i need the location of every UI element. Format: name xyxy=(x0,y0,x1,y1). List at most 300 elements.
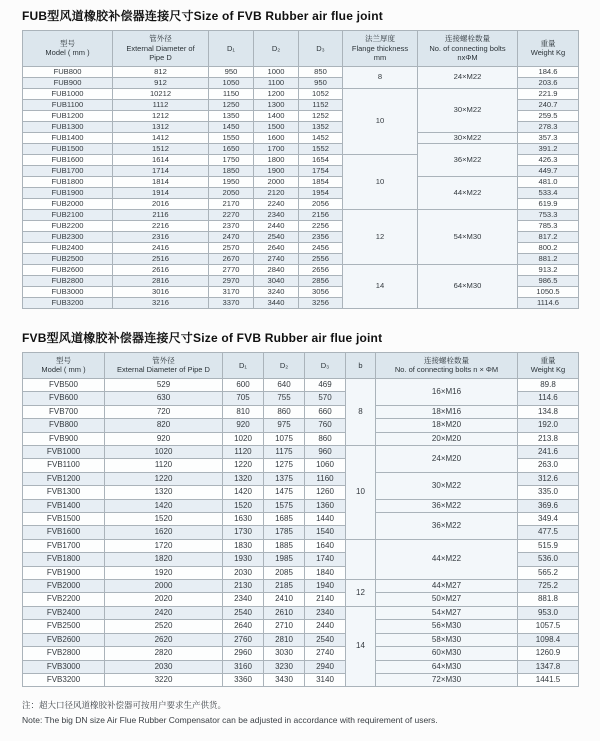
table-row xyxy=(23,176,579,187)
cell-d3: 1352 xyxy=(299,121,343,132)
cell-ext-diameter: 2616 xyxy=(113,264,209,275)
cell-ext-diameter: 1714 xyxy=(113,165,209,176)
cell-d1: 1020 xyxy=(223,432,264,445)
fub-table-title: FUB型风道橡胶补偿器连接尺寸Size of FVB Rubber air flue joint xyxy=(22,9,383,23)
column-header-b: b xyxy=(346,352,376,378)
cell-bolts: 44×M22 xyxy=(418,176,518,209)
cell-d1: 2640 xyxy=(223,620,264,633)
cell-model: FUB900 xyxy=(23,77,113,88)
cell-d3: 2856 xyxy=(299,275,343,286)
cell-weight: 881.8 xyxy=(518,593,579,606)
cell-d1: 1950 xyxy=(209,176,254,187)
cell-model: FUB2600 xyxy=(23,264,113,275)
column-header-ext: 管外径 External Diameter of Pipe D xyxy=(105,352,223,378)
cell-ext-diameter: 2316 xyxy=(113,231,209,242)
cell-d1: 2570 xyxy=(209,242,254,253)
cell-d2: 2410 xyxy=(264,593,305,606)
cell-d1: 1120 xyxy=(223,446,264,459)
cell-model: FUB1000 xyxy=(23,88,113,99)
cell-ext-diameter: 1620 xyxy=(105,526,223,539)
cell-d3: 1540 xyxy=(305,526,346,539)
table-row xyxy=(23,606,579,619)
cell-d2: 2810 xyxy=(264,633,305,646)
table-row xyxy=(23,593,579,606)
cell-bolts: 50×M27 xyxy=(376,593,518,606)
cell-b-thickness: 12 xyxy=(346,580,376,607)
cell-bolts: 64×M30 xyxy=(418,264,518,308)
cell-d3: 960 xyxy=(305,446,346,459)
cell-d2: 1000 xyxy=(254,66,299,77)
cell-d1: 2760 xyxy=(223,633,264,646)
cell-d3: 1360 xyxy=(305,499,346,512)
cell-d2: 640 xyxy=(264,378,305,391)
cell-bolts: 18×M20 xyxy=(376,419,518,432)
cell-weight: 753.3 xyxy=(518,209,579,220)
cell-d2: 2000 xyxy=(254,176,299,187)
cell-ext-diameter: 2420 xyxy=(105,606,223,619)
cell-ext-diameter: 3216 xyxy=(113,297,209,308)
cell-weight: 391.2 xyxy=(518,143,579,154)
cell-weight: 1050.5 xyxy=(518,286,579,297)
cell-ext-diameter: 2816 xyxy=(113,275,209,286)
cell-ext-diameter: 1112 xyxy=(113,99,209,110)
cell-d2: 1700 xyxy=(254,143,299,154)
table-row xyxy=(23,378,579,391)
cell-weight: 785.3 xyxy=(518,220,579,231)
cell-d3: 860 xyxy=(305,432,346,445)
note-chinese: 注：超大口径风道橡胶补偿器可按用户要求生产供货。 xyxy=(22,700,227,711)
cell-model: FVB2500 xyxy=(23,620,105,633)
cell-ext-diameter: 912 xyxy=(113,77,209,88)
cell-d1: 2960 xyxy=(223,647,264,660)
cell-ext-diameter: 1220 xyxy=(105,472,223,485)
cell-model: FVB1800 xyxy=(23,553,105,566)
table-row xyxy=(23,580,579,593)
cell-d1: 2970 xyxy=(209,275,254,286)
cell-weight: 817.2 xyxy=(518,231,579,242)
column-header-d2: D₂ xyxy=(264,352,305,378)
cell-model: FVB3000 xyxy=(23,660,105,673)
cell-d3: 1152 xyxy=(299,99,343,110)
cell-d2: 3430 xyxy=(264,673,305,686)
cell-d3: 1654 xyxy=(299,154,343,165)
cell-model: FUB1700 xyxy=(23,165,113,176)
cell-ext-diameter: 2216 xyxy=(113,220,209,231)
cell-model: FUB3000 xyxy=(23,286,113,297)
cell-bolts: 36×M22 xyxy=(418,143,518,176)
cell-bolts: 60×M30 xyxy=(376,647,518,660)
cell-model: FVB2800 xyxy=(23,647,105,660)
cell-d2: 2340 xyxy=(254,209,299,220)
cell-d1: 1450 xyxy=(209,121,254,132)
cell-weight: 1057.5 xyxy=(518,620,579,633)
cell-bolts: 30×M22 xyxy=(376,472,518,499)
cell-d2: 3030 xyxy=(264,647,305,660)
cell-d3: 2740 xyxy=(305,647,346,660)
cell-ext-diameter: 2030 xyxy=(105,660,223,673)
cell-d1: 2540 xyxy=(223,606,264,619)
cell-d1: 2370 xyxy=(209,220,254,231)
cell-d2: 3440 xyxy=(254,297,299,308)
cell-weight: 800.2 xyxy=(518,242,579,253)
cell-weight: 477.5 xyxy=(518,526,579,539)
footer-notes xyxy=(22,699,578,725)
cell-model: FVB1500 xyxy=(23,513,105,526)
header-row xyxy=(23,352,579,378)
cell-weight: 349.4 xyxy=(518,513,579,526)
cell-ext-diameter: 10212 xyxy=(113,88,209,99)
cell-weight: 881.2 xyxy=(518,253,579,264)
cell-d3: 1440 xyxy=(305,513,346,526)
cell-bolts: 58×M30 xyxy=(376,633,518,646)
cell-b-thickness xyxy=(346,539,376,579)
cell-d3: 2256 xyxy=(299,220,343,231)
cell-d2: 3040 xyxy=(254,275,299,286)
cell-model: FUB2300 xyxy=(23,231,113,242)
cell-weight: 263.0 xyxy=(518,459,579,472)
table-row xyxy=(23,633,579,646)
table-row xyxy=(23,132,579,143)
cell-model: FUB1800 xyxy=(23,176,113,187)
cell-weight: 184.6 xyxy=(518,66,579,77)
cell-d3: 2056 xyxy=(299,198,343,209)
cell-model: FVB1100 xyxy=(23,459,105,472)
cell-b-thickness: 10 xyxy=(346,446,376,540)
column-header-d3: D₃ xyxy=(305,352,346,378)
cell-d2: 3230 xyxy=(264,660,305,673)
cell-d3: 2140 xyxy=(305,593,346,606)
column-header-bolts: 连接螺栓数量 No. of connecting bolts nxΦM xyxy=(418,31,518,67)
cell-d3: 850 xyxy=(299,66,343,77)
cell-d3: 3140 xyxy=(305,673,346,686)
cell-weight: 565.2 xyxy=(518,566,579,579)
cell-d1: 1750 xyxy=(209,154,254,165)
cell-weight: 369.6 xyxy=(518,499,579,512)
cell-weight: 515.9 xyxy=(518,539,579,552)
cell-model: FUB2800 xyxy=(23,275,113,286)
cell-ext-diameter: 3016 xyxy=(113,286,209,297)
cell-weight: 203.6 xyxy=(518,77,579,88)
cell-d2: 1200 xyxy=(254,88,299,99)
cell-ext-diameter: 1412 xyxy=(113,132,209,143)
cell-flange-thickness: 10 xyxy=(343,154,418,209)
column-header-d3: D₃ xyxy=(299,31,343,67)
cell-ext-diameter: 1820 xyxy=(105,553,223,566)
cell-bolts: 16×M16 xyxy=(376,378,518,405)
cell-model: FVB1200 xyxy=(23,472,105,485)
cell-d3: 1854 xyxy=(299,176,343,187)
cell-d1: 2770 xyxy=(209,264,254,275)
table-row xyxy=(23,446,579,459)
cell-d2: 755 xyxy=(264,392,305,405)
table-row xyxy=(23,143,579,154)
cell-weight: 481.0 xyxy=(518,176,579,187)
cell-d2: 1785 xyxy=(264,526,305,539)
fvb-table-title: FVB型风道橡胶补偿器连接尺寸Size of FVB Rubber air flue joint xyxy=(22,330,383,345)
cell-ext-diameter: 2820 xyxy=(105,647,223,660)
cell-d1: 1250 xyxy=(209,99,254,110)
cell-ext-diameter: 2016 xyxy=(113,198,209,209)
cell-model: FUB3200 xyxy=(23,297,113,308)
cell-weight: 1441.5 xyxy=(518,673,579,686)
cell-ext-diameter: 3220 xyxy=(105,673,223,686)
cell-model: FUB800 xyxy=(23,66,113,77)
cell-d2: 1685 xyxy=(264,513,305,526)
cell-weight: 89.8 xyxy=(518,378,579,391)
cell-weight: 619.9 xyxy=(518,198,579,209)
cell-model: FVB1900 xyxy=(23,566,105,579)
cell-model: FVB800 xyxy=(23,419,105,432)
table-row xyxy=(23,264,579,275)
cell-model: FUB1400 xyxy=(23,132,113,143)
cell-d2: 1575 xyxy=(264,499,305,512)
cell-d1: 2030 xyxy=(223,566,264,579)
fvb-table xyxy=(22,352,579,688)
cell-bolts: 30×M22 xyxy=(418,88,518,132)
cell-weight: 1098.4 xyxy=(518,633,579,646)
cell-bolts: 44×M22 xyxy=(376,539,518,579)
cell-model: FUB2400 xyxy=(23,242,113,253)
cell-model: FVB1400 xyxy=(23,499,105,512)
cell-d3: 1954 xyxy=(299,187,343,198)
cell-bolts: 72×M30 xyxy=(376,673,518,686)
cell-d1: 1320 xyxy=(223,472,264,485)
cell-weight: 259.5 xyxy=(518,110,579,121)
cell-flange-thickness: 8 xyxy=(343,66,418,88)
cell-d3: 2656 xyxy=(299,264,343,275)
cell-d3: 1754 xyxy=(299,165,343,176)
cell-ext-diameter: 1312 xyxy=(113,121,209,132)
cell-d2: 2540 xyxy=(254,231,299,242)
cell-d1: 2340 xyxy=(223,593,264,606)
cell-d2: 2085 xyxy=(264,566,305,579)
cell-d1: 2170 xyxy=(209,198,254,209)
cell-weight: 357.3 xyxy=(518,132,579,143)
cell-d1: 705 xyxy=(223,392,264,405)
cell-d1: 1420 xyxy=(223,486,264,499)
cell-d2: 1985 xyxy=(264,553,305,566)
column-header-ext: 管外径 External Diameter of Pipe D xyxy=(113,31,209,67)
cell-d1: 1830 xyxy=(223,539,264,552)
cell-weight: 278.3 xyxy=(518,121,579,132)
cell-model: FUB2200 xyxy=(23,220,113,231)
cell-ext-diameter: 720 xyxy=(105,405,223,418)
cell-d2: 2840 xyxy=(254,264,299,275)
column-header-weight: 重量 Weight Kg xyxy=(518,31,579,67)
cell-b-thickness: 8 xyxy=(346,378,376,445)
cell-model: FUB1300 xyxy=(23,121,113,132)
cell-model: FUB1600 xyxy=(23,154,113,165)
cell-ext-diameter: 1120 xyxy=(105,459,223,472)
cell-weight: 1114.6 xyxy=(518,297,579,308)
cell-d1: 1930 xyxy=(223,553,264,566)
cell-weight: 536.0 xyxy=(518,553,579,566)
cell-d1: 1050 xyxy=(209,77,254,88)
cell-model: FVB1000 xyxy=(23,446,105,459)
cell-d3: 1252 xyxy=(299,110,343,121)
cell-weight: 449.7 xyxy=(518,165,579,176)
cell-d1: 3370 xyxy=(209,297,254,308)
cell-weight: 192.0 xyxy=(518,419,579,432)
cell-weight: 426.3 xyxy=(518,154,579,165)
column-header-bolts: 连接螺栓数量 No. of connecting bolts n × ΦM xyxy=(376,352,518,378)
cell-d2: 1900 xyxy=(254,165,299,176)
cell-model: FVB2000 xyxy=(23,580,105,593)
cell-d2: 1175 xyxy=(264,446,305,459)
cell-d3: 1940 xyxy=(305,580,346,593)
table-row xyxy=(23,513,579,526)
cell-bolts: 36×M22 xyxy=(376,513,518,540)
table-row xyxy=(23,647,579,660)
cell-model: FVB600 xyxy=(23,392,105,405)
cell-ext-diameter: 1720 xyxy=(105,539,223,552)
cell-bolts: 54×M27 xyxy=(376,606,518,619)
cell-model: FVB2200 xyxy=(23,593,105,606)
cell-weight: 1347.8 xyxy=(518,660,579,673)
cell-d3: 2340 xyxy=(305,606,346,619)
cell-weight: 240.7 xyxy=(518,99,579,110)
cell-weight: 335.0 xyxy=(518,486,579,499)
table-row xyxy=(23,660,579,673)
cell-d3: 1552 xyxy=(299,143,343,154)
cell-d1: 2050 xyxy=(209,187,254,198)
cell-weight: 312.6 xyxy=(518,472,579,485)
cell-model: FVB1600 xyxy=(23,526,105,539)
cell-d1: 1650 xyxy=(209,143,254,154)
table-row xyxy=(23,432,579,445)
cell-d3: 760 xyxy=(305,419,346,432)
cell-ext-diameter: 1020 xyxy=(105,446,223,459)
cell-d1: 1550 xyxy=(209,132,254,143)
cell-d3: 469 xyxy=(305,378,346,391)
cell-d2: 1275 xyxy=(264,459,305,472)
cell-ext-diameter: 1814 xyxy=(113,176,209,187)
cell-model: FVB3200 xyxy=(23,673,105,686)
cell-d2: 1100 xyxy=(254,77,299,88)
cell-ext-diameter: 1614 xyxy=(113,154,209,165)
table-row xyxy=(23,472,579,485)
cell-ext-diameter: 529 xyxy=(105,378,223,391)
cell-d1: 600 xyxy=(223,378,264,391)
cell-d1: 2670 xyxy=(209,253,254,264)
cell-weight: 725.2 xyxy=(518,580,579,593)
cell-bolts: 54×M30 xyxy=(418,209,518,264)
column-header-model: 型号 Model ( mm ) xyxy=(23,352,105,378)
cell-bolts: 30×M22 xyxy=(418,132,518,143)
cell-model: FVB2600 xyxy=(23,633,105,646)
cell-d1: 1850 xyxy=(209,165,254,176)
cell-model: FVB900 xyxy=(23,432,105,445)
cell-weight: 114.6 xyxy=(518,392,579,405)
cell-d3: 2356 xyxy=(299,231,343,242)
cell-ext-diameter: 1212 xyxy=(113,110,209,121)
cell-d1: 1350 xyxy=(209,110,254,121)
cell-d2: 3240 xyxy=(254,286,299,297)
cell-d2: 1885 xyxy=(264,539,305,552)
table-row xyxy=(23,620,579,633)
cell-model: FUB2000 xyxy=(23,198,113,209)
table-row xyxy=(23,419,579,432)
cell-d3: 2156 xyxy=(299,209,343,220)
cell-bolts: 36×M22 xyxy=(376,499,518,512)
cell-d3: 660 xyxy=(305,405,346,418)
cell-ext-diameter: 1520 xyxy=(105,513,223,526)
cell-d3: 1840 xyxy=(305,566,346,579)
cell-d1: 920 xyxy=(223,419,264,432)
cell-d1: 3170 xyxy=(209,286,254,297)
table-row xyxy=(23,88,579,99)
cell-d3: 1060 xyxy=(305,459,346,472)
cell-d2: 2610 xyxy=(264,606,305,619)
cell-d3: 1740 xyxy=(305,553,346,566)
cell-d1: 1730 xyxy=(223,526,264,539)
fvb-table-container xyxy=(22,352,578,688)
cell-model: FVB500 xyxy=(23,378,105,391)
cell-bolts: 44×M27 xyxy=(376,580,518,593)
cell-model: FUB2500 xyxy=(23,253,113,264)
cell-model: FVB2400 xyxy=(23,606,105,619)
cell-flange-thickness: 12 xyxy=(343,209,418,264)
cell-d2: 975 xyxy=(264,419,305,432)
cell-d3: 950 xyxy=(299,77,343,88)
cell-ext-diameter: 812 xyxy=(113,66,209,77)
cell-weight: 533.4 xyxy=(518,187,579,198)
cell-d2: 2740 xyxy=(254,253,299,264)
cell-d2: 2640 xyxy=(254,242,299,253)
fub-table-container xyxy=(22,30,578,309)
cell-weight: 913.2 xyxy=(518,264,579,275)
cell-ext-diameter: 2416 xyxy=(113,242,209,253)
cell-bolts: 64×M30 xyxy=(376,660,518,673)
cell-bolts: 56×M30 xyxy=(376,620,518,633)
cell-d1: 3160 xyxy=(223,660,264,673)
cell-ext-diameter: 2520 xyxy=(105,620,223,633)
cell-b-thickness: 14 xyxy=(346,606,376,686)
column-header-model: 型号 Model ( mm ) xyxy=(23,31,113,67)
cell-bolts: 18×M16 xyxy=(376,405,518,418)
cell-ext-diameter: 630 xyxy=(105,392,223,405)
cell-d1: 1150 xyxy=(209,88,254,99)
cell-d3: 3056 xyxy=(299,286,343,297)
cell-d3: 2456 xyxy=(299,242,343,253)
cell-model: FUB1500 xyxy=(23,143,113,154)
column-header-weight: 重量 Weight Kg xyxy=(518,352,579,378)
fub-table xyxy=(22,30,579,309)
cell-ext-diameter: 1420 xyxy=(105,499,223,512)
table-row xyxy=(23,209,579,220)
cell-weight: 213.8 xyxy=(518,432,579,445)
cell-model: FUB1200 xyxy=(23,110,113,121)
cell-bolts: 20×M20 xyxy=(376,432,518,445)
cell-weight: 953.0 xyxy=(518,606,579,619)
cell-flange-thickness: 10 xyxy=(343,88,418,154)
cell-d2: 1600 xyxy=(254,132,299,143)
cell-model: FUB1900 xyxy=(23,187,113,198)
header-row xyxy=(23,31,579,67)
cell-weight: 134.8 xyxy=(518,405,579,418)
cell-bolts: 24×M22 xyxy=(418,66,518,88)
cell-d2: 1475 xyxy=(264,486,305,499)
cell-weight: 1260.9 xyxy=(518,647,579,660)
cell-model: FVB1700 xyxy=(23,539,105,552)
cell-d1: 3360 xyxy=(223,673,264,686)
cell-d1: 2130 xyxy=(223,580,264,593)
cell-ext-diameter: 2000 xyxy=(105,580,223,593)
table-row xyxy=(23,539,579,552)
cell-ext-diameter: 1320 xyxy=(105,486,223,499)
cell-d2: 1375 xyxy=(264,472,305,485)
cell-ext-diameter: 1914 xyxy=(113,187,209,198)
